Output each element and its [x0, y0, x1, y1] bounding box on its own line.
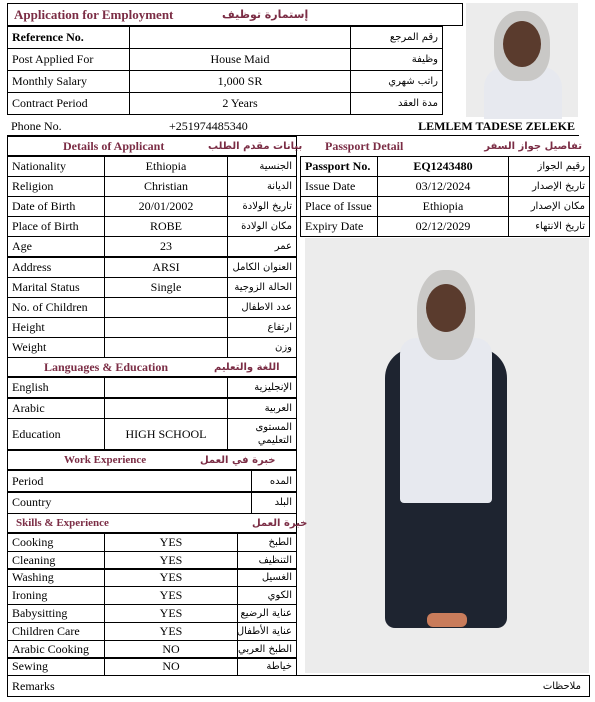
detail-row-value	[104, 297, 228, 318]
detail-row-ar: ارتفاع	[227, 317, 297, 338]
detail-row-value: 23	[104, 236, 228, 257]
detail-row-ar: مكان الولادة	[227, 216, 297, 237]
skill-row-value: YES	[104, 586, 238, 605]
title-ar: إستمارة توظيف	[222, 8, 309, 21]
skill-row-en: Sewing	[7, 658, 105, 677]
work-row-en: Period	[7, 470, 252, 492]
passport-row-value: Ethiopia	[377, 196, 509, 217]
passport-header	[300, 136, 590, 156]
remarks-ar: ملاحظات	[542, 680, 581, 692]
skill-row-ar: الكوي	[237, 586, 297, 605]
language-row-ar: العربية	[227, 398, 297, 419]
detail-row-value: ROBE	[104, 216, 228, 237]
skill-row-value: NO	[104, 658, 238, 677]
education-value: HIGH SCHOOL	[104, 418, 228, 450]
passport-row-en: Issue Date	[300, 176, 378, 197]
remarks-row	[7, 675, 590, 697]
skill-row-ar: عناية الأطفال	[237, 622, 297, 641]
skill-row-ar: الغسيل	[237, 569, 297, 588]
skills-header-ar: خبرة العمل	[252, 517, 308, 529]
work-header-en: Work Experience	[64, 454, 147, 466]
skill-row-en: Washing	[7, 569, 105, 588]
full-body-photo	[305, 238, 589, 673]
remarks-label: Remarks	[12, 678, 55, 693]
skill-row-en: Cooking	[7, 533, 105, 552]
passport-row-value: 03/12/2024	[377, 176, 509, 197]
education-ar-line2: التعليمي	[257, 435, 292, 446]
skill-row-value: YES	[104, 604, 238, 623]
passport-header-ar: تفاصيل جواز السفر	[484, 140, 582, 152]
detail-row-en: Religion	[7, 176, 105, 197]
detail-row-ar: الحالة الزوجية	[227, 277, 297, 298]
skill-row-value: YES	[104, 569, 238, 588]
post-value: House Maid	[129, 48, 351, 71]
detail-row-value: Christian	[104, 176, 228, 197]
skill-row-ar: الطبخ العربي	[237, 640, 297, 659]
passport-row-ar: مكان الإصدار	[508, 196, 590, 217]
passport-row-ar: رقيم الجواز	[508, 156, 590, 177]
skill-row-en: Babysitting	[7, 604, 105, 623]
detail-row-value: Ethiopia	[104, 156, 228, 177]
skill-row-en: Cleaning	[7, 551, 105, 570]
detail-row-en: Place of Birth	[7, 216, 105, 237]
contract-ar: مدة العقد	[350, 92, 443, 115]
post-ar: وظيفة	[350, 48, 443, 71]
skill-row-en: Ironing	[7, 586, 105, 605]
language-row-value	[104, 377, 228, 398]
passport-row-value: EQ1243480	[377, 156, 509, 177]
portrait-photo-small	[466, 3, 578, 117]
passport-row-en: Place of Issue	[300, 196, 378, 217]
skill-row-ar: التنظيف	[237, 551, 297, 570]
language-row-en: English	[7, 377, 105, 398]
reference-label: Reference No.	[7, 26, 130, 49]
salary-ar: راتب شهري	[350, 70, 443, 93]
detail-row-en: Date of Birth	[7, 196, 105, 217]
detail-row-en: Height	[7, 317, 105, 338]
skill-row-value: YES	[104, 533, 238, 552]
passport-row-ar: تاريخ الانتهاء	[508, 216, 590, 237]
skill-row-en: Arabic Cooking	[7, 640, 105, 659]
phone-value: +251974485340	[169, 119, 248, 133]
detail-row-value: Single	[104, 277, 228, 298]
education-ar	[227, 418, 297, 450]
detail-row-en: Weight	[7, 337, 105, 358]
detail-row-en: Nationality	[7, 156, 105, 177]
skills-header	[7, 513, 308, 533]
skill-row-value: YES	[104, 622, 238, 641]
title-row	[7, 3, 463, 26]
skill-row-ar: عناية الرضيع	[237, 604, 297, 623]
detail-row-ar: وزن	[227, 337, 297, 358]
detail-row-en: No. of Children	[7, 297, 105, 318]
candidate-name: LEMLEM TADESE ZELEKE	[418, 119, 575, 133]
passport-row-en: Expiry Date	[300, 216, 378, 237]
detail-row-en: Address	[7, 257, 105, 278]
work-row-en: Country	[7, 492, 252, 514]
work-header	[7, 450, 297, 470]
languages-header-ar: اللغة والتعليم	[214, 361, 280, 373]
reference-value	[129, 26, 351, 49]
detail-row-ar: عمر	[227, 236, 297, 257]
skill-row-ar: خياطة	[237, 658, 297, 677]
salary-value: 1,000 SR	[129, 70, 351, 93]
post-label: Post Applied For	[7, 48, 130, 71]
skill-row-value: NO	[104, 640, 238, 659]
language-row-ar: الإنجليزية	[227, 377, 297, 398]
detail-row-en: Age	[7, 236, 105, 257]
work-row-ar: المده	[251, 470, 297, 492]
detail-row-ar: تاريخ الولادة	[227, 196, 297, 217]
language-row-value	[104, 398, 228, 419]
education-label: Education	[7, 418, 105, 450]
skill-row-ar: الطبخ	[237, 533, 297, 552]
details-header	[7, 136, 303, 156]
passport-row-en: Passport No.	[300, 156, 378, 177]
salary-label: Monthly Salary	[7, 70, 130, 93]
work-row-ar: البلد	[251, 492, 297, 514]
phone-row	[7, 118, 579, 136]
languages-header	[7, 357, 297, 377]
detail-row-en: Marital Status	[7, 277, 105, 298]
reference-ar: رقم المرجع	[350, 26, 443, 49]
detail-row-value: ARSI	[104, 257, 228, 278]
passport-row-value: 02/12/2029	[377, 216, 509, 237]
detail-row-value	[104, 337, 228, 358]
detail-row-ar: العنوان الكامل	[227, 257, 297, 278]
detail-row-ar: الجنسية	[227, 156, 297, 177]
passport-header-en: Passport Detail	[325, 138, 404, 153]
title-en: Application for Employment	[14, 6, 174, 22]
details-header-ar: بيانات مقدم الطلب	[208, 140, 303, 152]
contract-value: 2 Years	[129, 92, 351, 115]
detail-row-value	[104, 317, 228, 338]
detail-row-ar: عدد الاطفال	[227, 297, 297, 318]
work-header-ar: خبرة في العمل	[200, 454, 276, 466]
detail-row-value: 20/01/2002	[104, 196, 228, 217]
language-row-en: Arabic	[7, 398, 105, 419]
skill-row-en: Children Care	[7, 622, 105, 641]
phone-label: Phone No.	[11, 119, 62, 133]
passport-row-ar: تاريخ الإصدار	[508, 176, 590, 197]
skills-header-en: Skills & Experience	[16, 517, 109, 529]
skill-row-value: YES	[104, 551, 238, 570]
contract-label: Contract Period	[7, 92, 130, 115]
detail-row-ar: الديانة	[227, 176, 297, 197]
languages-header-en: Languages & Education	[44, 359, 169, 374]
details-header-en: Details of Applicant	[63, 138, 165, 153]
education-ar-line1: المستوى	[255, 422, 292, 433]
